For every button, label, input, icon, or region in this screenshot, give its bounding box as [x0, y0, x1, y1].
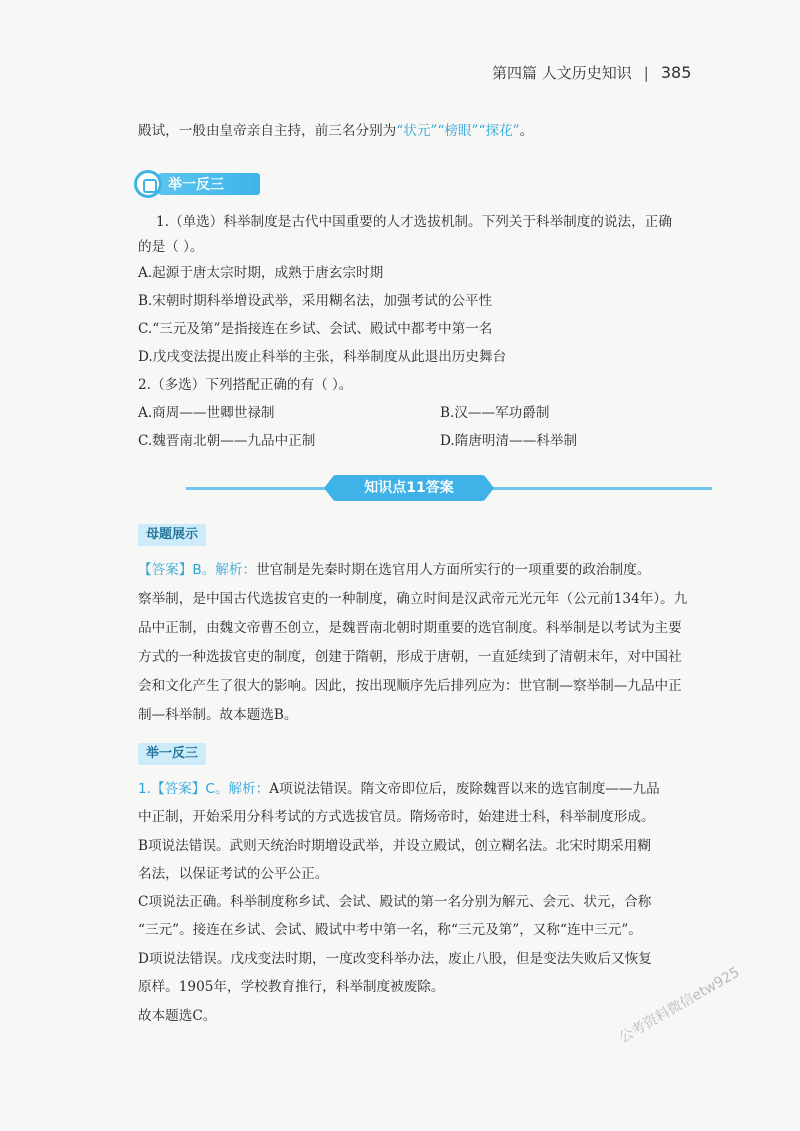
mother-answer-line-6: 制—科举制。故本题选B。 [138, 707, 298, 723]
q1-option-b: B.宋朝时期科举增设武举，采用糊名法，加强考试的公平性 [138, 293, 493, 309]
mother-answer-line-2: 察举制，是中国古代选拔官吏的一种制度，确立时间是汉武帝元光元年（公元前134年）。九 [138, 591, 688, 607]
q2-option-b: B.汉——军功爵制 [440, 405, 550, 421]
banner-rule-left [186, 487, 326, 490]
intro-suffix: 。 [519, 123, 534, 139]
mother-answer-line-1 [138, 561, 650, 579]
practice-answer-line-9: 故本题选C。 [138, 1008, 217, 1024]
watermark: 公考资料微信etw925 [616, 964, 743, 1047]
practice-answer-line-5: C项说法正确。科举制度称乡试、会试、殿试的第一名分别为解元、会元、状元，合称 [138, 894, 652, 910]
intro-line [138, 122, 533, 140]
practice-answer-line-3: B项说法错误。武则天统治时期增设武举，并设立殿试，创立糊名法。北宋时期采用糊 [138, 838, 651, 854]
mother-line-text: 世官制是先秦时期在选官用人方面所实行的一项重要的政治制度。 [256, 562, 651, 578]
question-1-line-1: 1.（单选）科举制度是古代中国重要的人才选拔机制。下列关于科举制度的说法，正确 [156, 214, 672, 230]
term-zhuangyuan: “状元” [396, 123, 438, 139]
question-1-line-2: 的是（ ）。 [138, 239, 204, 255]
mother-answer-line-3: 品中正制，由魏文帝曹丕创立，是魏晋南北朝时期重要的选官制度。科举制是以考试为主要 [138, 620, 682, 636]
q1-option-c: C.“三元及第”是指接连在乡试、会试、殿试中都考中第一名 [138, 321, 493, 337]
section-title: 第四篇 人文历史知识 [492, 64, 632, 82]
q1-option-a: A.起源于唐太宗时期，成熟于唐玄宗时期 [138, 265, 384, 281]
banner-rule-right [492, 487, 712, 490]
practice-answer-tag: 1.【答案】C。解析： [138, 781, 270, 797]
practice-answer-line-7: D项说法错误。戊戌变法时期，一度改变科举办法，废止八股，但是变法失败后又恢复 [138, 951, 652, 967]
answer-banner: 知识点11答案 [334, 475, 484, 501]
page-header [492, 62, 691, 83]
practice-answers-label: 举一反三 [138, 743, 206, 765]
practice-line-text: A项说法错误。隋文帝即位后，废除魏晋以来的选官制度——九品 [269, 781, 660, 797]
q2-option-d: D.隋唐明清——科举制 [440, 433, 578, 449]
practice-answer-line-8: 原样。1905年，学校教育推行，科举制度被废除。 [138, 979, 445, 995]
term-tanhua: “探花” [478, 123, 520, 139]
header-separator: | [643, 64, 649, 82]
mother-answer-line-4: 方式的一种选拔官吏的制度，创建于隋朝，形成于唐朝，一直延续到了清朝末年，对中国社 [138, 649, 682, 665]
page-number: 385 [660, 63, 692, 82]
book-icon [134, 170, 162, 198]
q2-option-a: A.商周——世卿世禄制 [138, 405, 275, 421]
q1-option-d: D.戊戌变法提出废止科举的主张，科举制度从此退出历史舞台 [138, 349, 507, 365]
question-2-line: 2.（多选）下列搭配正确的有（ ）。 [138, 377, 353, 393]
practice-section-title [134, 170, 264, 198]
mother-answer-line-5: 会和文化产生了很大的影响。因此，按出现顺序先后排列应为：世官制—察举制—九品中正 [138, 678, 682, 694]
practice-answer-line-6: “三元”。接连在乡试、会试、殿试中考中第一名，称“三元及第”，又称“连中三元”。 [138, 922, 642, 938]
practice-answer-line-2: 中正制，开始采用分科考试的方式选拔官员。隋炀帝时，始建进士科，科举制度形成。 [138, 809, 655, 825]
term-bangyan: “榜眼” [437, 123, 479, 139]
intro-prefix: 殿试，一般由皇帝亲自主持，前三名分别为 [138, 123, 397, 139]
q2-option-c: C.魏晋南北朝——九品中正制 [138, 433, 316, 449]
practice-answer-line-1 [138, 780, 660, 798]
practice-answer-line-4: 名法，以保证考试的公平公正。 [138, 866, 329, 882]
mother-section-label: 母题展示 [138, 524, 206, 546]
mother-answer-tag: 【答案】B。解析： [138, 562, 257, 578]
practice-title-label: 举一反三 [168, 177, 224, 193]
